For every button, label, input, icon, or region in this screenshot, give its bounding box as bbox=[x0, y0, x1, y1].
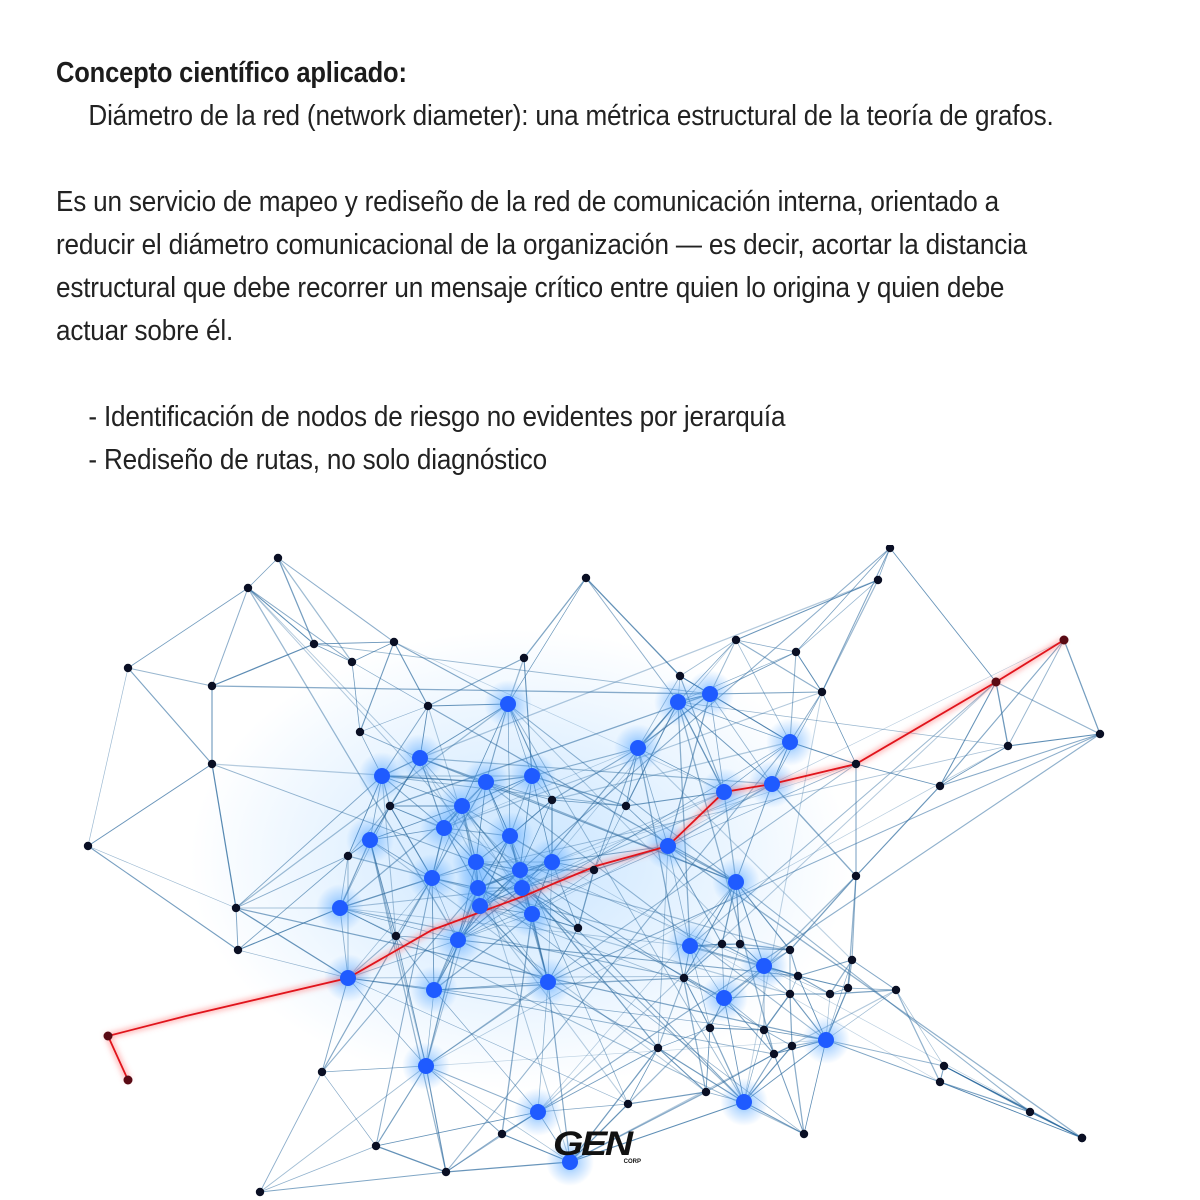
logo-word: GEN bbox=[553, 1125, 631, 1163]
network-node-highlight bbox=[660, 838, 676, 854]
network-node bbox=[234, 946, 242, 954]
network-edge bbox=[856, 786, 940, 876]
network-node-highlight bbox=[418, 1058, 434, 1074]
network-node bbox=[442, 1168, 450, 1176]
network-edge bbox=[260, 1066, 426, 1192]
network-edge bbox=[896, 990, 944, 1066]
network-node bbox=[424, 702, 432, 710]
network-node bbox=[706, 1024, 714, 1032]
network-node-highlight bbox=[736, 1094, 752, 1110]
network-edge bbox=[798, 976, 830, 994]
network-node bbox=[702, 1088, 710, 1096]
network-edge bbox=[260, 1072, 322, 1192]
network-node-highlight bbox=[374, 768, 390, 784]
network-node bbox=[736, 940, 744, 948]
network-node-highlight bbox=[332, 900, 348, 916]
network-node bbox=[654, 1044, 662, 1052]
network-edge bbox=[248, 558, 278, 588]
network-node-highlight bbox=[424, 870, 440, 886]
network-node bbox=[874, 576, 882, 584]
network-node bbox=[318, 1068, 326, 1076]
network-node bbox=[792, 648, 800, 656]
network-node bbox=[826, 990, 834, 998]
network-node-highlight bbox=[514, 880, 530, 896]
network-node bbox=[940, 1062, 948, 1070]
network-node-highlight bbox=[702, 686, 718, 702]
network-node bbox=[372, 1142, 380, 1150]
network-node bbox=[256, 1188, 264, 1196]
network-node bbox=[244, 584, 252, 592]
network-node-highlight bbox=[630, 740, 646, 756]
network-node bbox=[624, 1100, 632, 1108]
features-list bbox=[56, 396, 1064, 482]
network-node-highlight bbox=[544, 854, 560, 870]
network-edge bbox=[128, 668, 212, 764]
network-node-highlight bbox=[716, 990, 732, 1006]
network-edge bbox=[260, 1146, 376, 1192]
network-node bbox=[1096, 730, 1104, 738]
network-edge bbox=[940, 1082, 1082, 1138]
network-node bbox=[788, 1042, 796, 1050]
network-node-highlight bbox=[468, 854, 484, 870]
network-node-highlight bbox=[756, 958, 772, 974]
network-node bbox=[786, 946, 794, 954]
network-node-highlight bbox=[782, 734, 798, 750]
network-edge bbox=[792, 1046, 804, 1134]
network-node bbox=[800, 1130, 808, 1138]
network-node bbox=[344, 852, 352, 860]
network-node-highlight bbox=[412, 750, 428, 766]
network-node bbox=[936, 782, 944, 790]
network-edge bbox=[376, 1146, 446, 1172]
concept-heading: Concepto científico aplicado: bbox=[56, 57, 407, 89]
network-node bbox=[390, 638, 398, 646]
network-edge bbox=[772, 640, 1064, 784]
network-node bbox=[844, 984, 852, 992]
network-edge bbox=[996, 682, 1008, 746]
network-edge bbox=[128, 588, 248, 668]
network-node bbox=[622, 802, 630, 810]
network-node bbox=[1078, 1134, 1086, 1142]
concept-text: Diámetro de la red (network diameter): una métrica estructural de la teoría de grafos. bbox=[88, 100, 1054, 132]
network-node bbox=[520, 654, 528, 662]
network-node bbox=[786, 990, 794, 998]
diameter-endpoint-node bbox=[104, 1032, 113, 1041]
network-node-highlight bbox=[512, 862, 528, 878]
network-node-highlight bbox=[470, 880, 486, 896]
service-description: Es un servicio de mapeo y rediseño de la red de comunicación interna, orientado a reducir el diámetro comunicacional de la organización — es decir, acortar la distancia estructural que debe recorrer un mensaje crítico entre quien lo origina y quien debe actuar sobre él. bbox=[56, 186, 1028, 347]
network-node bbox=[818, 688, 826, 696]
network-node-highlight bbox=[500, 696, 516, 712]
diameter-endpoint-node bbox=[124, 1076, 133, 1085]
network-edge bbox=[376, 1112, 538, 1146]
network-node-highlight bbox=[524, 906, 540, 922]
network-node bbox=[348, 658, 356, 666]
network-edge bbox=[822, 580, 878, 692]
network-node-highlight bbox=[524, 768, 540, 784]
network-edge bbox=[940, 1082, 1030, 1112]
feature-item: - Identificación de nodos de riesgo no evidentes por jerarquía bbox=[88, 401, 786, 433]
network-edge bbox=[248, 588, 314, 644]
network-edge bbox=[128, 668, 212, 686]
feature-item: - Rediseño de rutas, no solo diagnóstico bbox=[88, 444, 547, 476]
network-node-highlight bbox=[478, 774, 494, 790]
network-edge bbox=[1064, 640, 1100, 734]
network-node bbox=[208, 682, 216, 690]
network-node-highlight bbox=[472, 898, 488, 914]
network-edge bbox=[212, 644, 314, 686]
body-text bbox=[56, 95, 1064, 482]
network-node-highlight bbox=[716, 784, 732, 800]
network-edge bbox=[856, 764, 940, 786]
network-edge bbox=[790, 994, 792, 1046]
network-edge bbox=[890, 548, 996, 682]
network-node bbox=[794, 972, 802, 980]
logo-sub: CORP bbox=[623, 1159, 641, 1165]
network-edge bbox=[796, 548, 890, 652]
network-node bbox=[548, 796, 556, 804]
network-node-highlight bbox=[502, 828, 518, 844]
network-edge bbox=[822, 692, 856, 764]
network-node bbox=[124, 664, 132, 672]
network-edge bbox=[852, 960, 896, 990]
network-edge bbox=[736, 640, 822, 692]
network-node bbox=[386, 802, 394, 810]
network-edge bbox=[796, 652, 822, 692]
network-node bbox=[676, 672, 684, 680]
diameter-endpoint-node bbox=[992, 678, 1001, 687]
network-node bbox=[310, 640, 318, 648]
network-node-highlight bbox=[454, 798, 470, 814]
network-node bbox=[892, 986, 900, 994]
network-node bbox=[1026, 1108, 1034, 1116]
network-node bbox=[232, 904, 240, 912]
network-node bbox=[852, 872, 860, 880]
network-graph-image bbox=[0, 545, 1200, 1200]
network-edge bbox=[88, 668, 128, 846]
network-node bbox=[852, 760, 860, 768]
network-node bbox=[582, 574, 590, 582]
network-node bbox=[274, 554, 282, 562]
network-node-highlight bbox=[682, 938, 698, 954]
network-node bbox=[574, 924, 582, 932]
network-node-highlight bbox=[362, 832, 378, 848]
text-block bbox=[56, 52, 1066, 482]
network-edge bbox=[796, 580, 878, 652]
network-edge bbox=[248, 588, 352, 662]
network-node-highlight bbox=[818, 1032, 834, 1048]
network-node bbox=[590, 866, 598, 874]
network-node bbox=[718, 940, 726, 948]
network-node bbox=[84, 842, 92, 850]
network-node-highlight bbox=[340, 970, 356, 986]
network-edge bbox=[944, 1066, 1082, 1138]
diameter-endpoint-node bbox=[1060, 636, 1069, 645]
network-node-highlight bbox=[530, 1104, 546, 1120]
network-node bbox=[208, 760, 216, 768]
network-node bbox=[936, 1078, 944, 1086]
network-node-highlight bbox=[426, 982, 442, 998]
network-node bbox=[760, 1026, 768, 1034]
network-node bbox=[356, 728, 364, 736]
network-node-highlight bbox=[450, 932, 466, 948]
network-edge bbox=[260, 1172, 446, 1192]
network-node bbox=[770, 1050, 778, 1058]
network-node bbox=[1004, 742, 1012, 750]
gen-logo bbox=[553, 1125, 645, 1168]
network-node-highlight bbox=[540, 974, 556, 990]
network-node-highlight bbox=[728, 874, 744, 890]
network-node-highlight bbox=[764, 776, 780, 792]
network-edge bbox=[848, 876, 856, 988]
network-node bbox=[392, 932, 400, 940]
network-edge bbox=[736, 580, 878, 640]
network-edge bbox=[212, 588, 248, 686]
network-node bbox=[848, 956, 856, 964]
network-edge bbox=[446, 1134, 502, 1172]
network-node bbox=[498, 1130, 506, 1138]
network-node-highlight bbox=[436, 820, 452, 836]
network-node-highlight bbox=[670, 694, 686, 710]
network-node bbox=[680, 974, 688, 982]
network-edge bbox=[996, 682, 1100, 734]
network-edge bbox=[322, 1072, 376, 1146]
network-node bbox=[732, 636, 740, 644]
